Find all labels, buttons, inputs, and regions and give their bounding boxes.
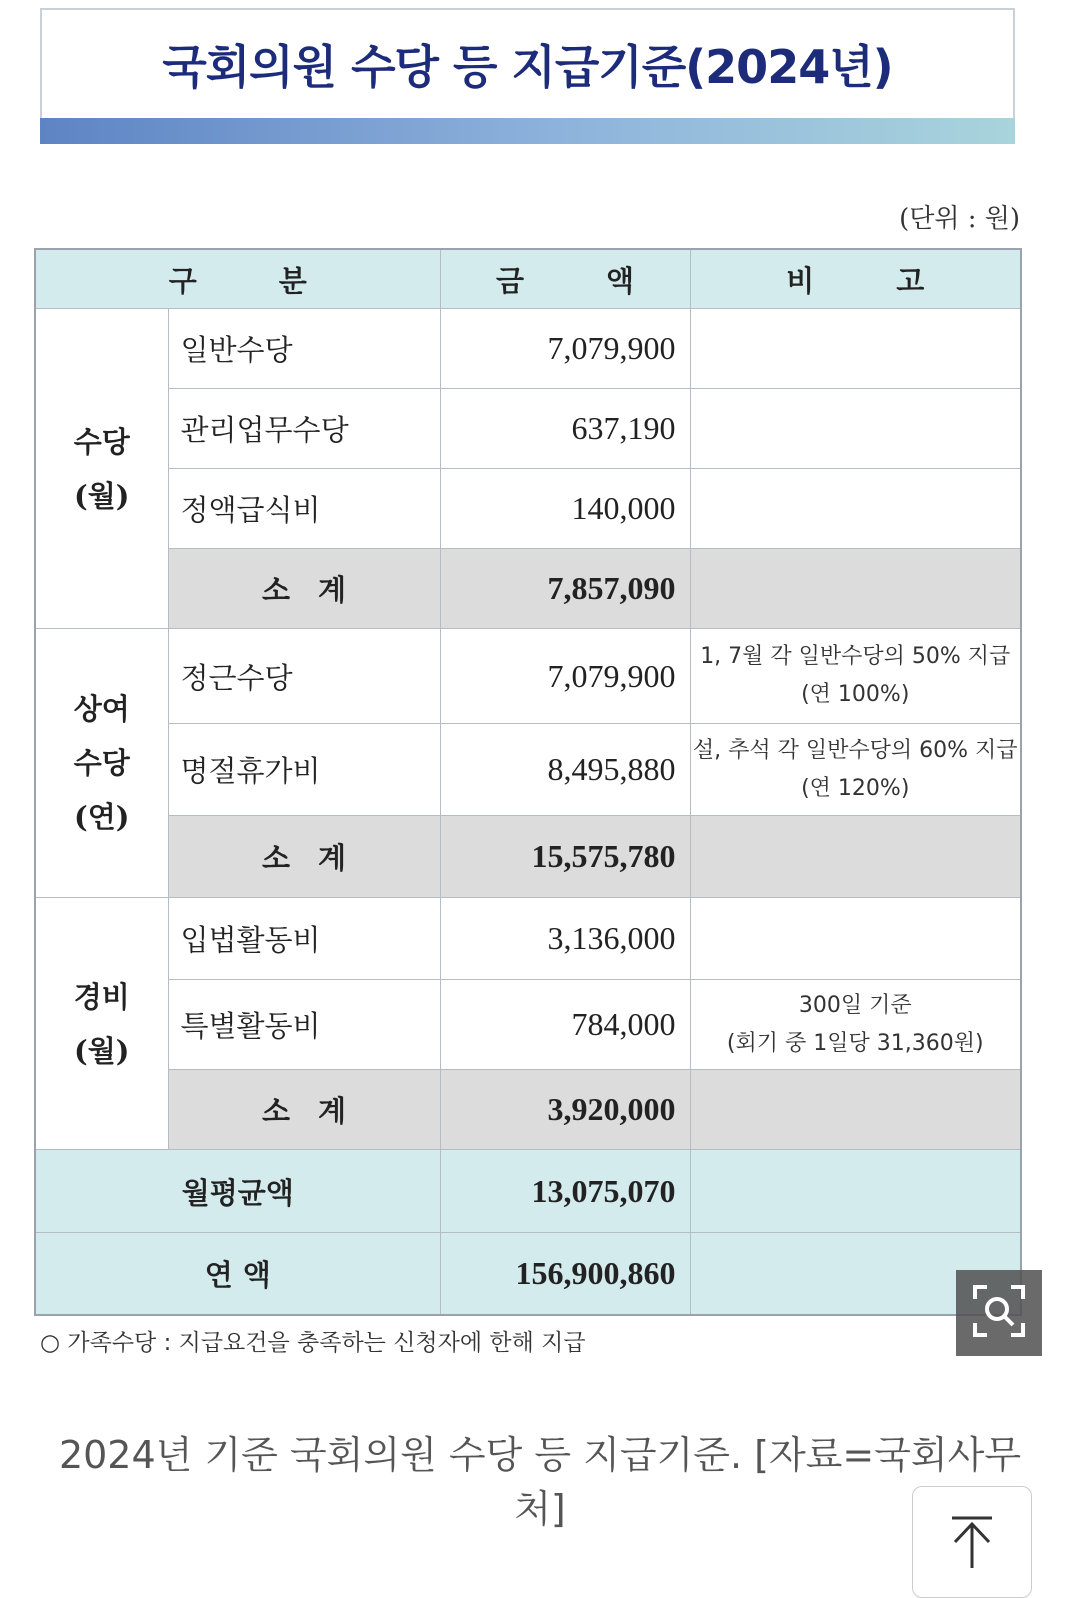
header-category: 구 분: [35, 249, 440, 309]
zoom-button[interactable]: [956, 1270, 1042, 1356]
row-amount: 784,000: [440, 980, 690, 1070]
monthly-average-note: [690, 1150, 1021, 1233]
table-row: [35, 469, 1021, 549]
image-caption: 2024년 기준 국회의원 수당 등 지급기준. [자료=국회사무처]: [58, 1433, 1022, 1531]
allowance-table: [34, 248, 1022, 1316]
subtotal-row: [35, 816, 1021, 898]
subtotal-note: [690, 1070, 1021, 1150]
row-amount: 7,079,900: [440, 629, 690, 724]
monthly-average-amount: 13,075,070: [440, 1150, 690, 1233]
row-note: 1, 7월 각 일반수당의 50% 지급 (연 100%): [690, 629, 1021, 724]
row-item: 정근수당: [168, 629, 440, 724]
row-note: [690, 898, 1021, 980]
row-amount: 637,190: [440, 389, 690, 469]
document-title: 국회의원 수당 등 지급기준(2024년): [162, 40, 893, 94]
subtotal-label: 소계: [168, 1070, 440, 1150]
subtotal-note: [690, 549, 1021, 629]
row-item: 입법활동비: [168, 898, 440, 980]
subtotal-amount: 15,575,780: [440, 816, 690, 898]
subtotal-label: 소계: [168, 549, 440, 629]
group-label-bonus: 상여 수당 (연): [35, 629, 168, 898]
zoom-search-icon: [969, 1281, 1029, 1345]
annual-total-label: 연 액: [35, 1233, 440, 1315]
row-amount: 3,136,000: [440, 898, 690, 980]
unit-label: (단위 : 원): [899, 204, 1020, 234]
table-row: [35, 898, 1021, 980]
row-note: [690, 309, 1021, 389]
row-note: 300일 기준 (회기 중 1일당 31,360원): [690, 980, 1021, 1070]
row-amount: 8,495,880: [440, 724, 690, 816]
subtotal-row: [35, 1070, 1021, 1150]
subtotal-note: [690, 816, 1021, 898]
monthly-average-label: 월평균액: [35, 1150, 440, 1233]
table-row: [35, 980, 1021, 1070]
group-label-expense: 경비 (월): [35, 898, 168, 1150]
group-label-allowance: 수당 (월): [35, 309, 168, 629]
row-note: 설, 추석 각 일반수당의 60% 지급 (연 120%): [690, 724, 1021, 816]
title-box: [40, 8, 1015, 118]
row-item: 일반수당: [168, 309, 440, 389]
subtotal-amount: 3,920,000: [440, 1070, 690, 1150]
row-note: [690, 469, 1021, 549]
table-row: [35, 309, 1021, 389]
row-item: 명절휴가비: [168, 724, 440, 816]
title-gradient-bar: [40, 118, 1015, 144]
row-amount: 140,000: [440, 469, 690, 549]
arrow-up-icon: [947, 1510, 997, 1574]
table-header-row: [35, 249, 1021, 309]
header-note: 비 고: [690, 249, 1021, 309]
annual-total-amount: 156,900,860: [440, 1233, 690, 1315]
row-item: 정액급식비: [168, 469, 440, 549]
table-row: [35, 629, 1021, 724]
subtotal-row: [35, 549, 1021, 629]
table-row: [35, 724, 1021, 816]
scroll-to-top-button[interactable]: [912, 1486, 1032, 1598]
header-amount: 금 액: [440, 249, 690, 309]
table-row: [35, 389, 1021, 469]
row-item: 특별활동비: [168, 980, 440, 1070]
subtotal-label: 소계: [168, 816, 440, 898]
monthly-average-row: [35, 1150, 1021, 1233]
annual-total-row: [35, 1233, 1021, 1315]
subtotal-amount: 7,857,090: [440, 549, 690, 629]
row-amount: 7,079,900: [440, 309, 690, 389]
row-item: 관리업무수당: [168, 389, 440, 469]
footnote: ○ 가족수당 : 지급요건을 충족하는 신청자에 한해 지급: [40, 1330, 586, 1356]
row-note: [690, 389, 1021, 469]
